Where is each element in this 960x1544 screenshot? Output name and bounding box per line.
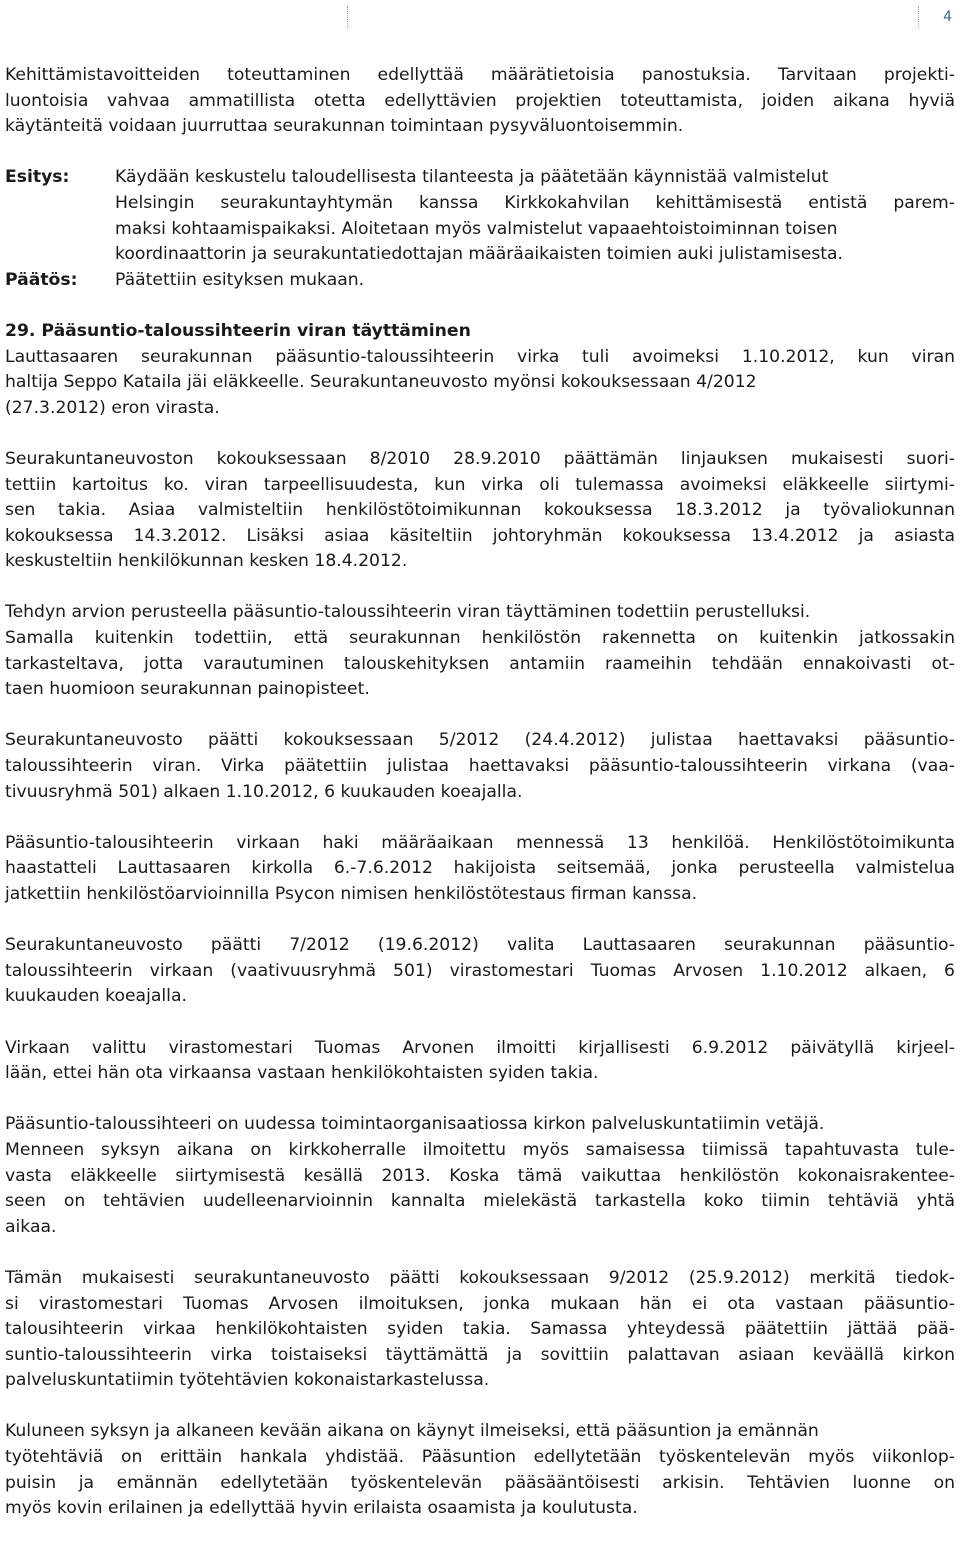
text-line: Virkaan valittu virastomestari Tuomas Arvonen ilmoitti kirjallisesti 6.9.2012 päivätyllä kirjeel- xyxy=(5,1037,955,1058)
paatos-text: Päätettiin esityksen mukaan. xyxy=(115,269,365,290)
paatos-label: Päätös: xyxy=(5,269,78,290)
section-paragraph xyxy=(5,447,955,575)
section-paragraph xyxy=(5,1036,955,1087)
text-line: taloussihteerin virkaan (vaativuusryhmä 501) virastomestari Tuomas Arvosen 1.10.2012 alkaen, 6 xyxy=(5,960,955,981)
text-line: työtehtäviä on erittäin hankala yhdistää. Pääsuntion edellytetään työskentelevän myös viikonlop- xyxy=(5,1447,955,1468)
text-line: lään, ettei hän ota virkaansa vastaan henkilökohtaisten syiden takia. xyxy=(5,1063,599,1084)
text-line: Helsingin seurakuntayhtymän kanssa Kirkkokahvilan kehittämisestä entistä parem- xyxy=(115,192,955,213)
text-line: palveluskuntatiimin työtehtävien kokonaistarkastelussa. xyxy=(5,1370,490,1391)
text-line: taen huomioon seurakunnan painopisteet. xyxy=(5,679,370,700)
text-line: (27.3.2012) eron virasta. xyxy=(5,397,220,418)
text-line: Tämän mukaisesti seurakuntaneuvosto päätti kokouksessaan 9/2012 (25.9.2012) merkitä tiedok- xyxy=(5,1267,955,1288)
text-line: käytänteitä voidaan juurruttaa seurakunnan toimintaan pysyväluontoisemmin. xyxy=(5,116,684,137)
text-line: Seurakuntaneuvosto päätti 7/2012 (19.6.2012) valita Lauttasaaren seurakunnan pääsuntio- xyxy=(5,935,955,956)
text-line: Tehdyn arvion perusteella pääsuntio-taloussihteerin viran täyttäminen todettiin perustelluksi. xyxy=(5,602,811,623)
section-paragraph xyxy=(5,933,955,1010)
text-line: aikaa. xyxy=(5,1216,57,1237)
page-number: 4 xyxy=(943,9,952,25)
intro-paragraph xyxy=(5,63,955,140)
text-line: Lauttasaaren seurakunnan pääsuntio-taloussihteerin virka tuli avoimeksi 1.10.2012, kun viran xyxy=(5,346,955,367)
esitys-text xyxy=(115,165,955,267)
esitys-row xyxy=(5,165,955,267)
text-line: tivuusryhmä 501) alkaen 1.10.2012, 6 kuukauden koeajalla. xyxy=(5,781,523,802)
esitys-label: Esitys: xyxy=(5,167,70,188)
proposal-block xyxy=(5,165,955,293)
text-line: luontoisia vahvaa ammatillista otetta edellyttävien projektien toteuttamista, joiden aikana hyviä xyxy=(5,90,955,111)
text-line: Pääsuntio-talousihteerin virkaan haki määräaikaan mennessä 13 henkilöä. Henkilöstötoimikunta xyxy=(5,832,955,853)
paatos-row xyxy=(5,268,955,294)
text-line: vasta eläkkeelle siirtymisestä kesällä 2013. Koska tämä vaikuttaa henkilöstön kokonaisrakentee- xyxy=(5,1165,955,1186)
text-line: myös kovin erilainen ja edellyttää hyvin erilaista osaamista ja koulutusta. xyxy=(5,1498,638,1519)
text-line: Seurakuntaneuvosto päätti kokouksessaan 5/2012 (24.4.2012) julistaa haettavaksi pääsuntio- xyxy=(5,730,955,751)
text-line: suntio-taloussihteerin virka toistaiseksi täyttämättä ja sovittiin palattavan asiaan keväällä kirkon xyxy=(5,1344,955,1365)
text-line: jatkettiin henkilöstöarvioinnilla Psycon nimisen henkilöstötestaus firman kanssa. xyxy=(5,884,698,904)
text-line: keskusteltiin henkilökunnan kesken 18.4.2012. xyxy=(5,551,408,572)
document-body xyxy=(5,63,955,1522)
text-line: kuukauden koeajalla. xyxy=(5,986,187,1007)
text-line: Käydään keskustelu taloudellisesta tilanteesta ja päätetään käynnistää valmistelut xyxy=(115,167,829,188)
text-line: maksi kohtaamispaikaksi. Aloitetaan myös valmistelut vapaaehtoistoiminnan toisen xyxy=(115,218,838,239)
section-paragraph xyxy=(5,600,955,702)
text-line: Samalla kuitenkin todettiin, että seurakunnan henkilöstön rakennetta on kuitenkin jatkossakin xyxy=(5,628,955,649)
text-line: tarkasteltava, jotta varautuminen talouskehityksen antamiin raameihin tehdään ennakoivasti ot- xyxy=(5,653,955,674)
section-heading: 29. Pääsuntio-taloussihteerin viran täyttäminen xyxy=(5,320,471,341)
text-line: haltija Seppo Kataila jäi eläkkeelle. Seurakuntaneuvosto myönsi kokouksessaan 4/2012 xyxy=(5,372,757,393)
text-line: seen on tehtävien uudelleenarvioinnin kannalta mielekästä tarkastella koko tiimin tehtäviä yhtä xyxy=(5,1191,955,1212)
text-line: tettiin kartoitus ko. viran tarpeellisuudesta, kun virka oli tulemassa avoimeksi eläkkeelle siirtymi- xyxy=(5,474,955,495)
header-divider-left xyxy=(347,6,348,28)
section-paragraph xyxy=(5,728,955,805)
text-line: sen takia. Asiaa valmisteltiin henkilöstötoimikunnan kokouksessa 18.3.2012 ja työvaliokunnan xyxy=(5,500,955,521)
text-line: Kuluneen syksyn ja alkaneen kevään aikana on käynyt ilmeiseksi, että pääsuntion ja emännän xyxy=(5,1421,819,1442)
text-line: kokouksessa 14.3.2012. Lisäksi asiaa käsiteltiin johtoryhmän kokouksessa 13.4.2012 ja asiasta xyxy=(5,525,955,546)
text-line: Seurakuntaneuvoston kokouksessaan 8/2010 28.9.2010 päättämän linjauksen mukaisesti suori- xyxy=(5,448,955,469)
text-line: talousihteerin virkaa henkilökohtaisten syiden takia. Samassa yhteydessä päätettiin jättää pää- xyxy=(5,1319,955,1340)
section-paragraph xyxy=(5,1419,955,1521)
header-divider-right xyxy=(918,6,919,28)
text-line: Pääsuntio-taloussihteeri on uudessa toimintaorganisaatiossa kirkon palveluskuntatiimin vetäjä. xyxy=(5,1114,825,1135)
section-paragraph xyxy=(5,1266,955,1394)
text-line: si virastomestari Tuomas Arvosen ilmoituksen, jonka mukaan hän ei ota vastaan pääsuntio- xyxy=(5,1293,955,1314)
section-29 xyxy=(5,319,955,421)
text-line: Menneen syksyn aikana on kirkkoherralle ilmoitettu myös samaisessa tiimissä tapahtuvasta tule- xyxy=(5,1139,955,1160)
text-line: taloussihteerin viran. Virka päätettiin julistaa haettavaksi pääsuntio-taloussihteerin virkana (vaa- xyxy=(5,756,955,777)
section-paragraph xyxy=(5,1112,955,1240)
section-paragraph xyxy=(5,831,955,908)
text-line: puisin ja emännän edellytetään työskentelevän pääsääntöisesti arkisin. Tehtävien luonne on xyxy=(5,1472,955,1493)
text-line: haastatteli Lauttasaaren kirkolla 6.-7.6.2012 hakijoista seitsemää, jonka perusteella valmistelua xyxy=(5,858,955,879)
text-line: Kehittämistavoitteiden toteuttaminen edellyttää määrätietoisia panostuksia. Tarvitaan projekti- xyxy=(5,65,955,85)
text-line: koordinaattorin ja seurakuntatiedottajan määräaikaisten toimien auki julistamisesta. xyxy=(115,244,844,265)
